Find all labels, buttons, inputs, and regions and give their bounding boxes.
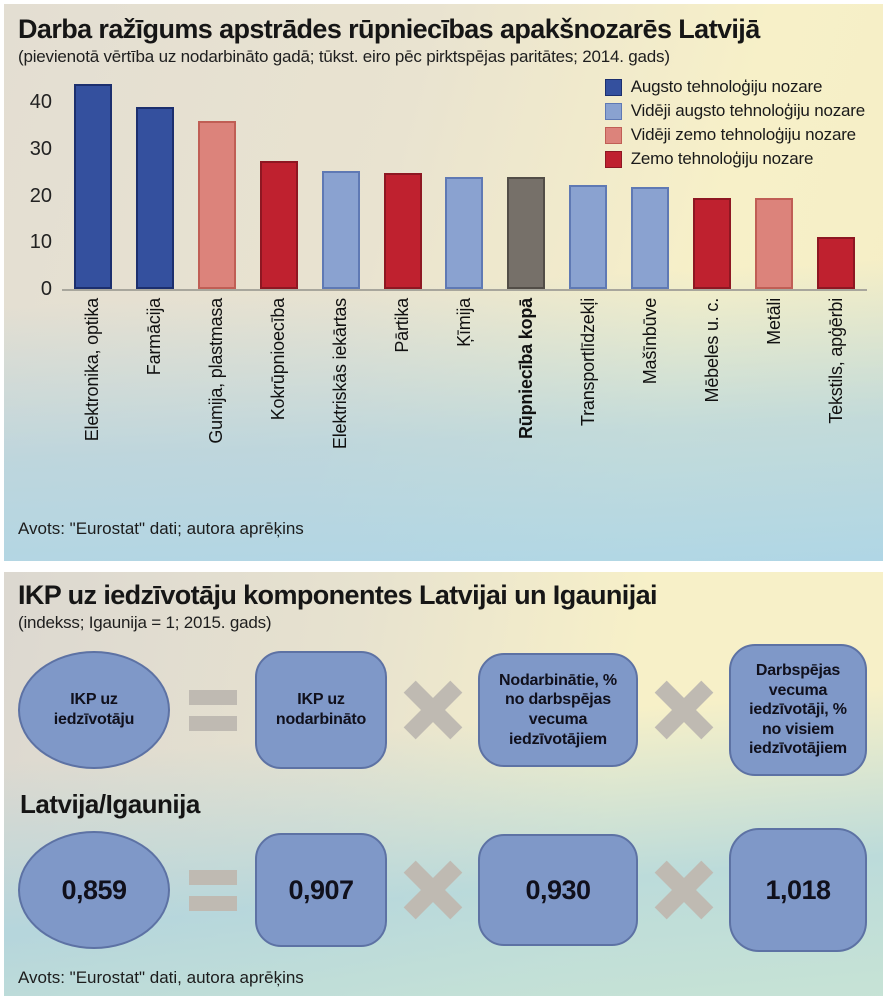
x-axis-label: Metāli	[763, 298, 784, 345]
y-tick-label: 0	[40, 278, 52, 300]
x-axis-label: Ķīmija	[453, 298, 474, 347]
legend-label: Vidēji zemo tehnoloģiju nozare	[630, 125, 856, 144]
bar-10	[631, 187, 669, 289]
bar-column	[434, 79, 496, 289]
result-label: IKP uz iedzīvotāju	[53, 691, 135, 728]
x-axis-label: Rūpniecība kopā	[515, 298, 536, 440]
chart2-subtitle: (indekss; Igaunija = 1; 2015. gads)	[18, 613, 272, 632]
x-axis-label: Mēbeles u. c.	[701, 298, 722, 403]
equals-bar-top	[189, 690, 237, 705]
multiply-icon	[656, 682, 712, 738]
legend-swatch-icon	[605, 127, 622, 144]
legend-label: Augsto tehnoloģiju nozare	[630, 77, 823, 96]
factor2-value: 0,930	[525, 874, 591, 905]
legend-swatch-icon	[605, 79, 622, 96]
legend-label: Zemo tehnoloģiju nozare	[630, 149, 814, 168]
chart1-legend	[605, 77, 865, 169]
bar-5	[322, 171, 360, 289]
multiply-icon	[405, 862, 461, 918]
bar-9	[569, 185, 607, 289]
bar-column	[62, 79, 124, 289]
gdp-components-diagram-panel	[4, 572, 883, 996]
x-axis-label: Kokrūpnioecība	[268, 298, 289, 421]
x-axis-label: Farmācija	[144, 298, 165, 376]
equals-icon	[188, 690, 238, 731]
y-tick-label: 20	[29, 184, 52, 207]
factor2-value-box	[478, 834, 638, 946]
chart1-subtitle: (pievienotā vērtība uz nodarbināto gadā; tūkst. eiro pēc pirktspējas paritātes; 2014. gads)	[18, 47, 670, 66]
chart1-plot-area	[18, 77, 867, 300]
x-axis-label: Mašīnbūve	[639, 298, 660, 385]
chart1-bars	[62, 79, 867, 291]
multiply-icon	[656, 862, 712, 918]
factor3-box	[729, 644, 867, 776]
values-row-heading: Latvija/Igaunija	[20, 789, 200, 819]
x-axis-label: Elektriskās iekārtas	[330, 298, 351, 450]
formula-labels-row	[18, 643, 867, 777]
legend-item	[605, 149, 865, 169]
bar-11	[693, 198, 731, 289]
factor1-value: 0,907	[288, 874, 354, 905]
legend-swatch-icon	[605, 103, 622, 120]
equals-icon	[188, 870, 238, 911]
bar-12	[755, 198, 793, 289]
x-axis-label: Pārtika	[392, 298, 413, 353]
x-axis-label: Gumija, plastmasa	[206, 298, 227, 444]
factor3-label: Darbspējas vecuma iedzīvotāji, % no visiem iedzīvotājiem	[749, 662, 847, 758]
multiply-icon	[405, 682, 461, 738]
factor3-value: 1,018	[765, 874, 831, 905]
chart1-y-axis	[18, 79, 62, 300]
bar-column	[186, 79, 248, 289]
result-ellipse	[18, 651, 170, 769]
y-tick-label: 30	[29, 138, 52, 160]
legend-item	[605, 125, 865, 145]
bar-1	[74, 84, 112, 289]
bar-3	[198, 121, 236, 289]
equals-bar-bottom	[189, 716, 237, 731]
bar-6	[384, 173, 422, 289]
result-value-ellipse	[18, 831, 170, 949]
legend-item	[605, 77, 865, 97]
bar-column	[124, 79, 186, 289]
factor3-value-box	[729, 828, 867, 952]
legend-label: Vidēji augsto tehnoloģiju nozare	[630, 101, 865, 120]
y-tick-label: 40	[29, 91, 52, 114]
x-axis-label: Elektronika, optika	[82, 298, 103, 442]
formula-values-row	[18, 826, 867, 954]
productivity-bar-chart-panel	[4, 4, 883, 561]
factor1-value-box	[255, 833, 387, 947]
bar-7	[445, 177, 483, 289]
chart2-source: Avots: "Eurostat" dati, autora aprēķins	[18, 968, 304, 987]
chart1-title: Darba ražīgums apstrādes rūpniecības apakšnozarēs Latvijā	[18, 14, 760, 44]
bar-8	[507, 177, 545, 289]
bar-column	[495, 79, 557, 289]
bar-column	[372, 79, 434, 289]
factor1-label: IKP uz nodarbināto	[275, 691, 367, 728]
legend-swatch-icon	[605, 151, 622, 168]
result-value: 0,859	[61, 874, 127, 905]
bar-2	[136, 107, 174, 289]
chart2-title: IKP uz iedzīvotāju komponentes Latvijai un Igaunijai	[18, 580, 657, 610]
factor1-box	[255, 651, 387, 769]
bar-13	[817, 237, 855, 289]
bar-column	[248, 79, 310, 289]
factor2-box	[478, 653, 638, 767]
x-axis-label: Tekstils, apģērbi	[825, 298, 846, 424]
bar-4	[260, 161, 298, 289]
bar-column	[310, 79, 372, 289]
chart1-x-axis-labels	[62, 298, 867, 510]
chart1-source: Avots: "Eurostat" dati; autora aprēķins	[18, 519, 304, 538]
y-tick-label: 10	[29, 231, 52, 254]
factor2-label: Nodarbinātie, % no darbspējas vecuma iedzīvotājiem	[499, 671, 617, 748]
x-axis-label: Transportlīdzekļi	[577, 298, 598, 426]
legend-item	[605, 101, 865, 121]
